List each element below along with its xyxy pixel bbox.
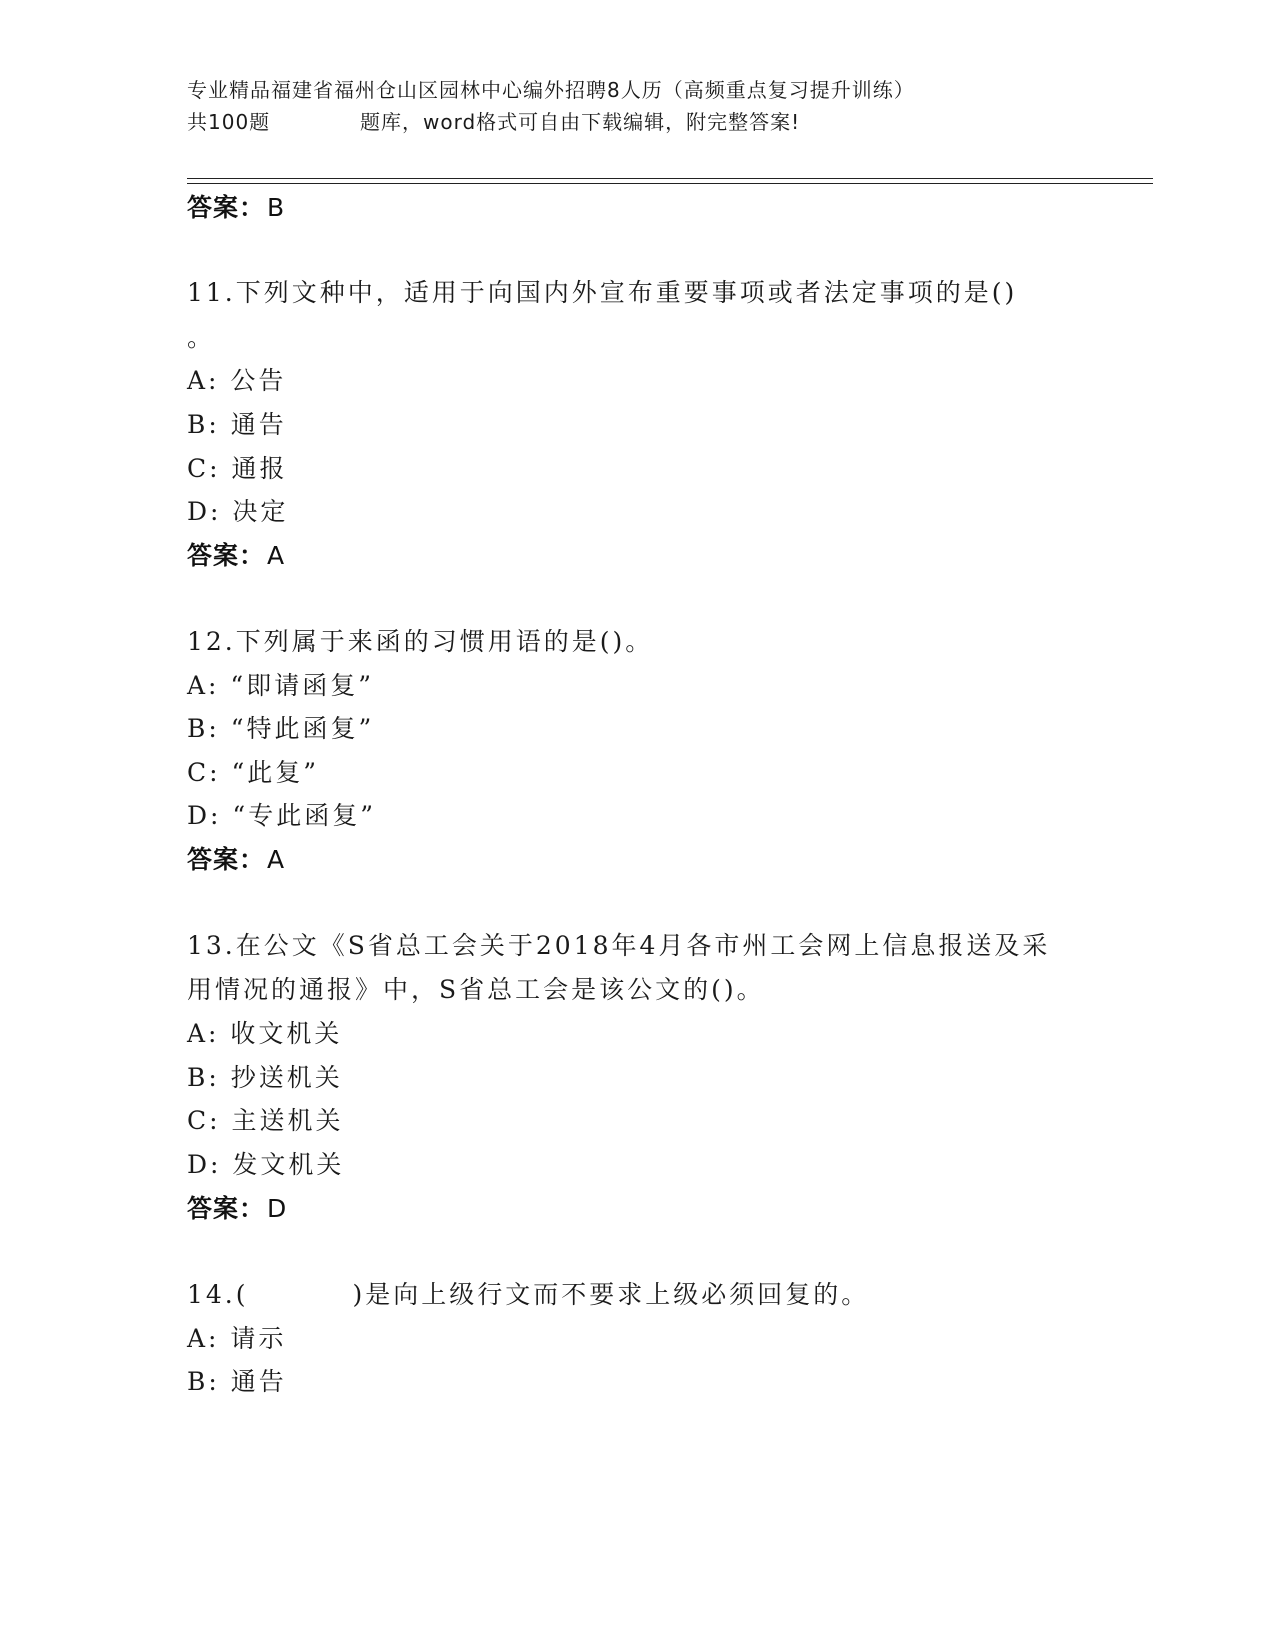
question-14-prefix: 14.( bbox=[187, 1280, 249, 1309]
answer-label: 答案： bbox=[187, 1194, 266, 1223]
question-13-answer bbox=[187, 1189, 287, 1225]
answer-line bbox=[187, 188, 285, 224]
header-title: 专业精品福建省福州仓山区园林中心编外招聘8人历（高频重点复习提升训练） bbox=[187, 78, 915, 102]
question-13-line-2: 用情况的通报》中，S省总工会是该公文的()。 bbox=[187, 975, 765, 1004]
question-14-suffix: )是向上级行文而不要求上级必须回复的。 bbox=[352, 1280, 870, 1309]
question-14-option-b: B: 通告 bbox=[187, 1367, 287, 1396]
header-divider-top bbox=[187, 178, 1153, 179]
answer-value: D bbox=[267, 1194, 288, 1223]
question-count: 共100题 bbox=[187, 110, 271, 134]
question-11-option-d: D: 决定 bbox=[187, 497, 289, 526]
question-12-answer bbox=[187, 840, 285, 876]
question-11-answer bbox=[187, 536, 285, 572]
answer-label: 答案： bbox=[187, 541, 266, 570]
question-12-option-c: C: “此复” bbox=[187, 758, 320, 787]
question-13-option-a: A: 收文机关 bbox=[187, 1019, 343, 1048]
question-14-option-a: A: 请示 bbox=[187, 1324, 287, 1353]
question-11-option-c: C: 通报 bbox=[187, 454, 288, 483]
header-subline bbox=[187, 106, 1147, 138]
header-subtitle: 题库，word格式可自由下载编辑，附完整答案! bbox=[360, 110, 801, 134]
answer-label: 答案： bbox=[187, 193, 266, 222]
answer-value: A bbox=[267, 541, 286, 570]
answer-value: B bbox=[267, 193, 286, 222]
answer-value: A bbox=[267, 845, 286, 874]
question-13-line-1: 13.在公文《S省总工会关于2018年4月各市州工会网上信息报送及采 bbox=[187, 931, 1051, 960]
question-11-option-a: A: 公告 bbox=[187, 366, 287, 395]
answer-label: 答案： bbox=[187, 845, 266, 874]
question-12-option-b: B: “特此函复” bbox=[187, 714, 375, 743]
question-13-option-c: C: 主送机关 bbox=[187, 1106, 344, 1135]
question-12-option-a: A: “即请函复” bbox=[187, 671, 374, 700]
document-header bbox=[187, 74, 1147, 138]
question-13-option-b: B: 抄送机关 bbox=[187, 1063, 343, 1092]
question-11-line-2: 。 bbox=[187, 323, 216, 352]
question-14-line-1 bbox=[187, 1275, 869, 1311]
question-12-option-d: D: “专此函复” bbox=[187, 801, 376, 830]
question-12-line-1: 12.下列属于来函的习惯用语的是()。 bbox=[187, 627, 654, 656]
header-divider-bottom bbox=[187, 183, 1153, 184]
question-13-option-d: D: 发文机关 bbox=[187, 1150, 345, 1179]
question-11-line-1: 11.下列文种中，适用于向国内外宣布重要事项或者法定事项的是() bbox=[187, 278, 1018, 307]
question-11-option-b: B: 通告 bbox=[187, 410, 287, 439]
